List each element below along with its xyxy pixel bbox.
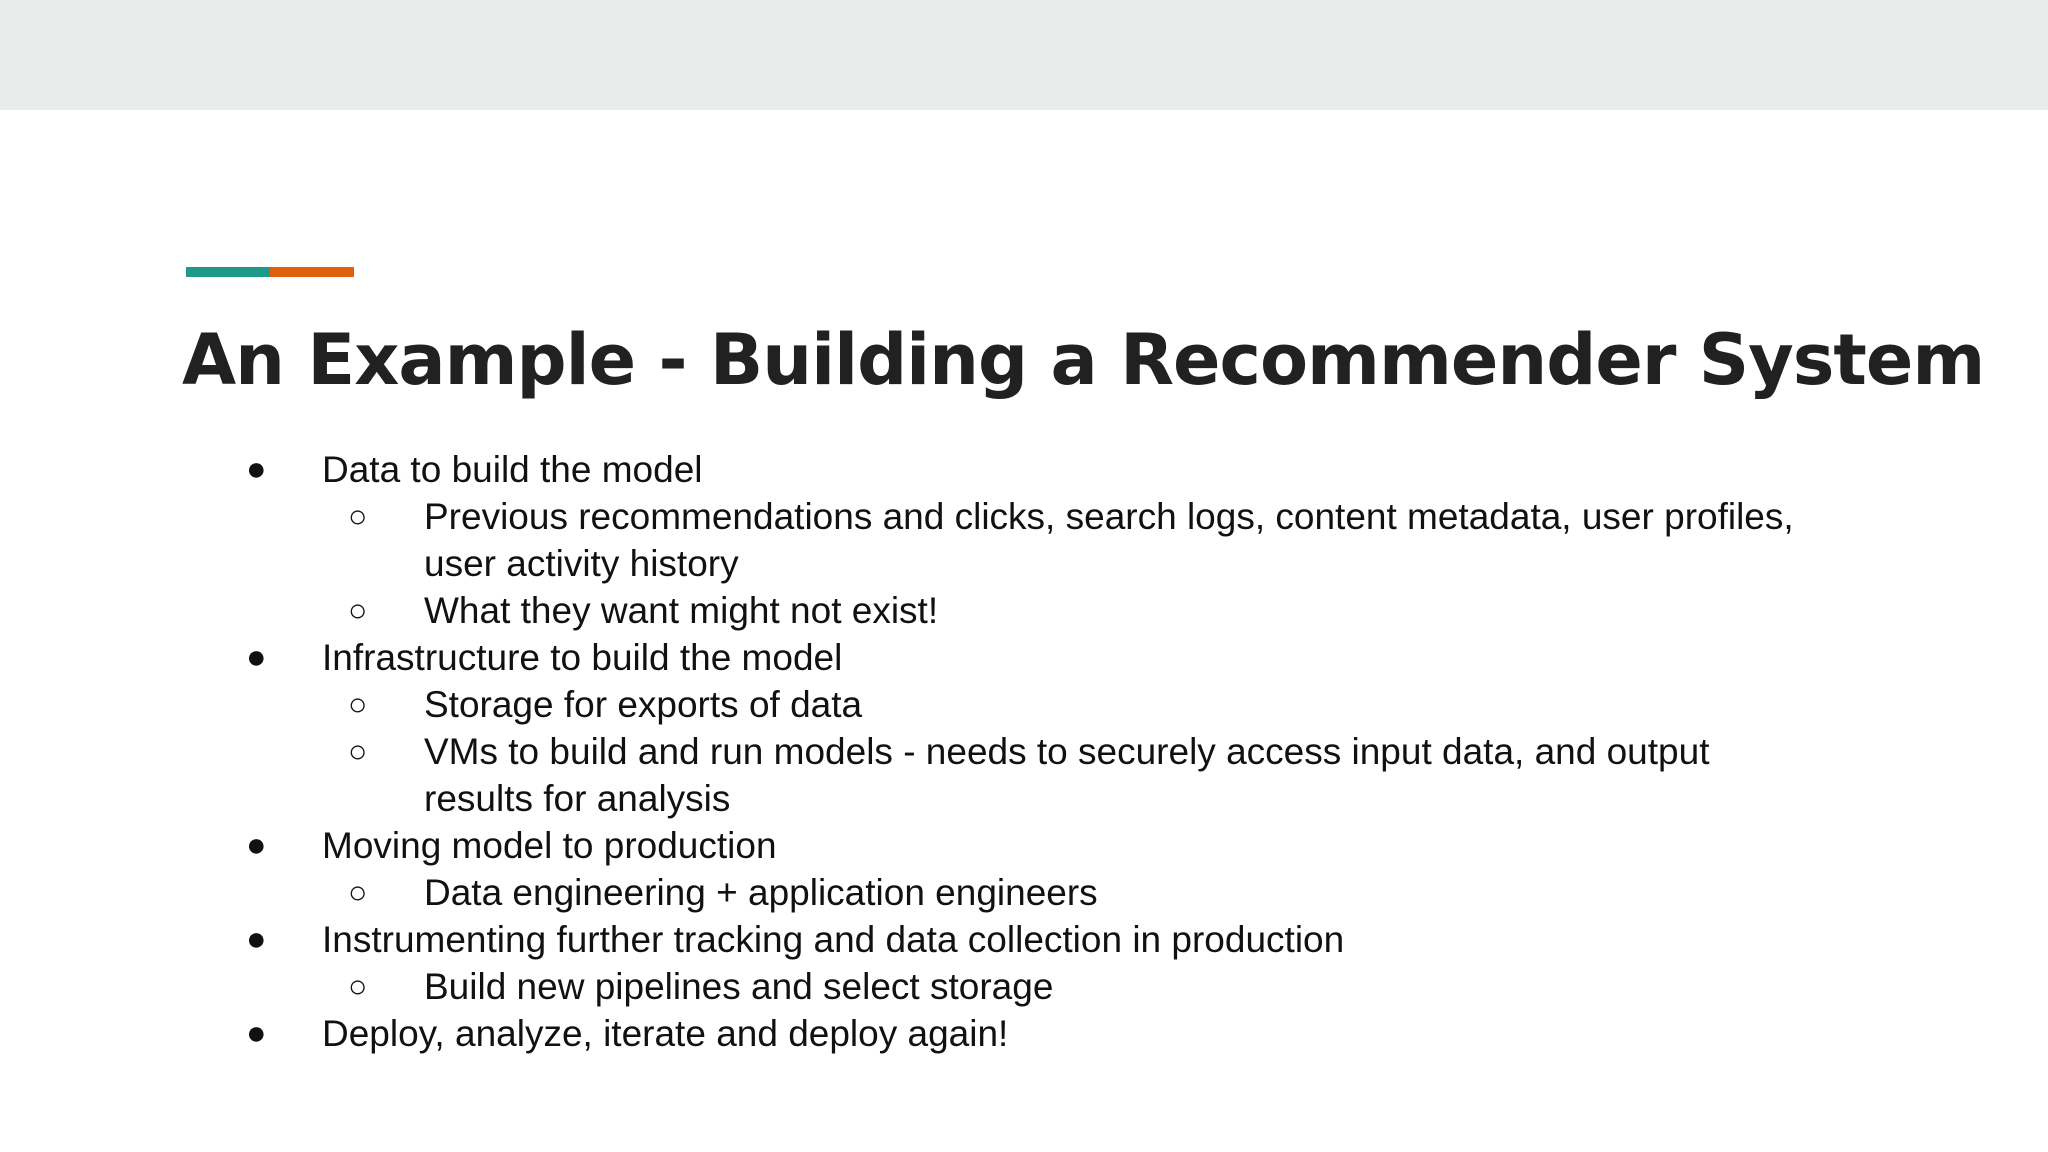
bullet-text: Data to build the model — [322, 449, 703, 490]
bullet-item — [0, 446, 2048, 493]
filled-bullet-icon: ● — [246, 638, 267, 676]
hollow-bullet-icon: ○ — [348, 686, 368, 722]
sub-bullet-item — [0, 681, 2048, 728]
bullet-text: Data engineering + application engineers — [424, 872, 1098, 913]
bullet-item — [0, 822, 2048, 869]
bullet-text: user activity history — [424, 543, 739, 584]
filled-bullet-icon: ● — [246, 1014, 267, 1052]
bullet-text: Instrumenting further tracking and data collection in production — [322, 919, 1345, 960]
hollow-bullet-icon: ○ — [348, 733, 368, 769]
hollow-bullet-icon: ○ — [348, 968, 368, 1004]
bullet-text: Infrastructure to build the model — [322, 637, 843, 678]
bullet-item — [0, 916, 2048, 963]
sub-bullet-item — [0, 587, 2048, 634]
filled-bullet-icon: ● — [246, 450, 267, 488]
slide-title: An Example - Building a Recommender System — [182, 319, 1985, 401]
hollow-bullet-icon: ○ — [348, 498, 368, 534]
bullet-text: VMs to build and run models - needs to securely access input data, and output — [424, 731, 1710, 772]
bullet-text: Previous recommendations and clicks, search logs, content metadata, user profiles, — [424, 496, 1794, 537]
sub-bullet-item — [0, 493, 2048, 540]
hollow-bullet-icon: ○ — [348, 592, 368, 628]
hollow-bullet-icon: ○ — [348, 874, 368, 910]
bullet-item — [0, 1010, 2048, 1057]
accent-bar-orange — [270, 267, 354, 277]
bullet-text: Build new pipelines and select storage — [424, 966, 1054, 1007]
bullet-text: Deploy, analyze, iterate and deploy again! — [322, 1013, 1009, 1054]
bullet-text: What they want might not exist! — [424, 590, 939, 631]
sub-bullet-item — [0, 775, 2048, 822]
sub-bullet-item — [0, 963, 2048, 1010]
sub-bullet-item — [0, 728, 2048, 775]
bullet-list — [0, 446, 2048, 1057]
sub-bullet-item — [0, 540, 2048, 587]
filled-bullet-icon: ● — [246, 826, 267, 864]
filled-bullet-icon: ● — [246, 920, 267, 958]
bullet-item — [0, 634, 2048, 681]
top-band — [0, 0, 2048, 110]
bullet-text: results for analysis — [424, 778, 731, 819]
bullet-text: Storage for exports of data — [424, 684, 863, 725]
sub-bullet-item — [0, 869, 2048, 916]
accent-bar-teal — [186, 267, 270, 277]
bullet-text: Moving model to production — [322, 825, 777, 866]
